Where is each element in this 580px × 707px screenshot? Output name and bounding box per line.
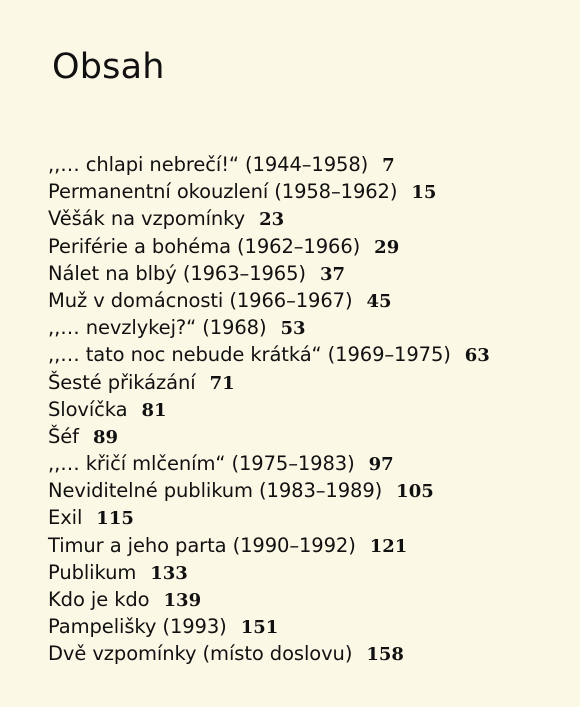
- toc-entry: [48, 233, 490, 260]
- toc-page-number: 115: [96, 508, 134, 530]
- toc-entry: [48, 640, 490, 667]
- toc-entry-title: Věšák na vzpomínky: [48, 207, 246, 231]
- toc-entry: [48, 314, 490, 341]
- page-title: Obsah: [52, 47, 165, 88]
- toc-page-number: 63: [464, 345, 490, 367]
- toc-entry: [48, 260, 490, 287]
- toc-entry-title: Šéf: [48, 424, 79, 448]
- toc-entry: [48, 532, 490, 559]
- toc-entry: [48, 205, 490, 232]
- toc-page-number: 29: [374, 236, 400, 258]
- toc-page-number: 81: [141, 399, 167, 421]
- toc-entry-title: ,,… nevzlykej?“ (1968): [48, 316, 267, 340]
- toc-entry: [48, 586, 490, 613]
- toc-entry-title: ,,… křičí mlčením“ (1975–1983): [48, 452, 355, 476]
- toc-page-number: 151: [240, 617, 279, 639]
- toc-entry: [48, 396, 490, 423]
- toc-entry: [48, 287, 490, 314]
- toc-entry-title: Pampelišky (1993): [48, 615, 227, 639]
- toc-entry-title: Neviditelné publikum (1983–1989): [48, 479, 383, 503]
- toc-entry-title: Šesté přikázání: [48, 370, 196, 394]
- toc-entry-title: Permanentní okouzlení (1958–1962): [48, 180, 398, 204]
- toc-entry-title: Nálet na blbý (1963–1965): [48, 261, 306, 285]
- toc-page-number: 139: [163, 590, 202, 611]
- toc-entry-title: Dvě vzpomínky (místo doslovu): [48, 642, 353, 666]
- toc-entry-title: Periférie a bohéma (1962–1966): [48, 234, 361, 258]
- toc-entry-title: Kdo je kdo: [48, 588, 150, 611]
- toc-page-number: 53: [280, 318, 306, 340]
- toc-page-number: 133: [150, 562, 188, 584]
- toc-entry-title: Muž v domácnosti (1966–1967): [48, 288, 353, 312]
- toc-page-number: 37: [319, 263, 345, 285]
- toc-page-number: 121: [369, 535, 408, 557]
- toc-entry: [48, 151, 490, 178]
- toc-entry: [48, 450, 490, 477]
- toc-page-number: 7: [382, 155, 395, 176]
- toc-page-number: 158: [366, 644, 404, 666]
- toc-entry: [48, 341, 490, 368]
- toc-entry-title: ,,… chlapi nebrečí!“ (1944–1958): [48, 153, 369, 176]
- toc-entry: [48, 369, 490, 396]
- toc-entry-title: Timur a jeho parta (1990–1992): [48, 533, 356, 557]
- toc-page-number: 97: [368, 454, 394, 476]
- toc-entry-title: Publikum: [48, 560, 137, 584]
- toc-entry: [48, 504, 490, 531]
- toc-entry: [48, 423, 490, 450]
- toc-page-number: 71: [209, 372, 235, 394]
- toc-entry: [48, 559, 490, 586]
- toc-entry-title: Exil: [48, 506, 83, 530]
- toc-page-number: 45: [366, 290, 392, 312]
- toc-entry: [48, 613, 490, 640]
- toc-page-number: 23: [259, 209, 285, 231]
- toc-entry-title: ,,… tato noc nebude krátká“ (1969–1975): [48, 343, 451, 367]
- table-of-contents: [48, 151, 490, 668]
- toc-entry: [48, 477, 490, 504]
- toc-page-number: 15: [411, 182, 437, 204]
- toc-entry-title: Slovíčka: [48, 397, 128, 421]
- toc-entry: [48, 178, 490, 205]
- toc-page-number: 89: [92, 426, 119, 448]
- toc-page-number: 105: [396, 481, 434, 503]
